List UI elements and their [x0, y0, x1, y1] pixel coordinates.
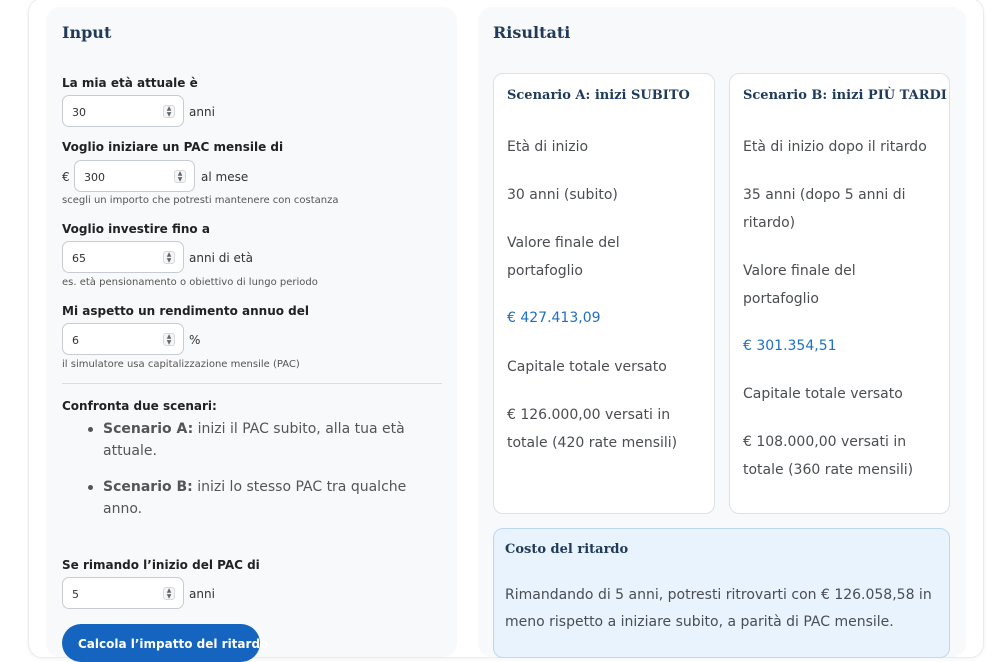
end-age-label: Voglio investire fino a	[62, 222, 210, 236]
pac-currency: €	[62, 170, 70, 184]
delay-cost-title: Costo del ritardo	[505, 542, 629, 557]
scenario-b-bold: Scenario B:	[103, 479, 193, 495]
bullet-icon	[88, 485, 93, 490]
spinner-icon[interactable]: ▲ ▼	[163, 105, 175, 118]
scenario-b-start-label: Età di inizio dopo il ritardo	[743, 139, 927, 155]
end-age-input-value: 65	[72, 252, 86, 265]
return-hint: il simulatore usa capitalizzazione mensile (PAC)	[62, 359, 300, 370]
delay-cost-box	[493, 528, 950, 658]
input-panel-title: Input	[62, 23, 112, 42]
pac-input[interactable]	[74, 160, 195, 192]
scenario-b-final-value: € 301.354,51	[743, 338, 837, 354]
delay-input-value: 5	[72, 588, 79, 601]
age-label: La mia età attuale è	[62, 76, 198, 90]
scenario-a-text: inizi il PAC subito, alla tua età attuale.	[103, 421, 405, 459]
scenario-b-card	[729, 73, 950, 514]
age-unit: anni	[189, 105, 215, 119]
scenario-b-start-value: 35 anni (dopo 5 anni di ritardo)	[743, 187, 906, 231]
scenario-a-start-label: Età di inizio	[507, 139, 589, 155]
scenario-a-title: Scenario A: inizi SUBITO	[507, 88, 690, 103]
scenario-a-capital-value: € 126.000,00 versati in totale (420 rate mensili)	[507, 407, 678, 451]
end-age-unit: anni di età	[189, 251, 253, 265]
delay-input[interactable]	[62, 577, 184, 609]
spinner-icon[interactable]: ▲ ▼	[163, 251, 175, 264]
return-label: Mi aspetto un rendimento annuo del	[62, 304, 309, 318]
calculate-button[interactable]: Calcola l’impatto del ritardo	[62, 624, 260, 662]
scenario-a-card	[493, 73, 715, 514]
scenario-a-final-value: € 427.413,09	[507, 310, 601, 326]
scenario-b-text: inizi lo stesso PAC tra qualche anno.	[103, 479, 407, 517]
pac-hint: scegli un importo che potresti mantenere con costanza	[62, 195, 339, 206]
divider	[62, 383, 442, 384]
end-age-hint: es. età pensionamento o obiettivo di lungo periodo	[62, 277, 318, 288]
return-input-value: 6	[72, 334, 79, 347]
list-item	[88, 476, 418, 520]
pac-unit: al mese	[201, 170, 249, 184]
delay-unit: anni	[189, 587, 215, 601]
spinner-icon[interactable]: ▲ ▼	[163, 333, 175, 346]
spinner-icon[interactable]: ▲ ▼	[163, 587, 175, 600]
age-input-value: 30	[72, 106, 86, 119]
scenario-a-capital-label: Capitale totale versato	[507, 359, 667, 375]
compare-label: Confronta due scenari:	[62, 399, 217, 413]
pac-label: Voglio iniziare un PAC mensile di	[62, 140, 284, 154]
return-unit: %	[189, 333, 201, 347]
list-item	[88, 418, 418, 462]
scenario-a-start-value: 30 anni (subito)	[507, 187, 618, 203]
scenario-b-capital-value: € 108.000,00 versati in totale (360 rate mensili)	[743, 434, 914, 478]
spinner-icon[interactable]: ▲ ▼	[174, 170, 186, 183]
scenario-b-title: Scenario B: inizi PIÙ TARDI	[743, 88, 947, 103]
scenario-list	[88, 418, 418, 534]
scenario-b-final-label: Valore finale del portafoglio	[743, 263, 856, 307]
delay-label: Se rimando l’inizio del PAC di	[62, 558, 260, 572]
scenario-a-bold: Scenario A:	[103, 421, 194, 437]
scenario-a-final-label: Valore finale del portafoglio	[507, 235, 620, 279]
delay-cost-text: Rimandando di 5 anni, potresti ritrovarti con € 126.058,58 in meno rispetto a iniziare subito, a parità di PAC mensile.	[505, 587, 932, 630]
results-panel-title: Risultati	[493, 23, 571, 42]
return-input[interactable]	[62, 323, 184, 355]
bullet-icon	[88, 427, 93, 432]
age-input[interactable]	[62, 95, 184, 127]
end-age-input[interactable]	[62, 241, 184, 273]
scenario-b-capital-label: Capitale totale versato	[743, 386, 903, 402]
pac-input-value: 300	[84, 171, 105, 184]
